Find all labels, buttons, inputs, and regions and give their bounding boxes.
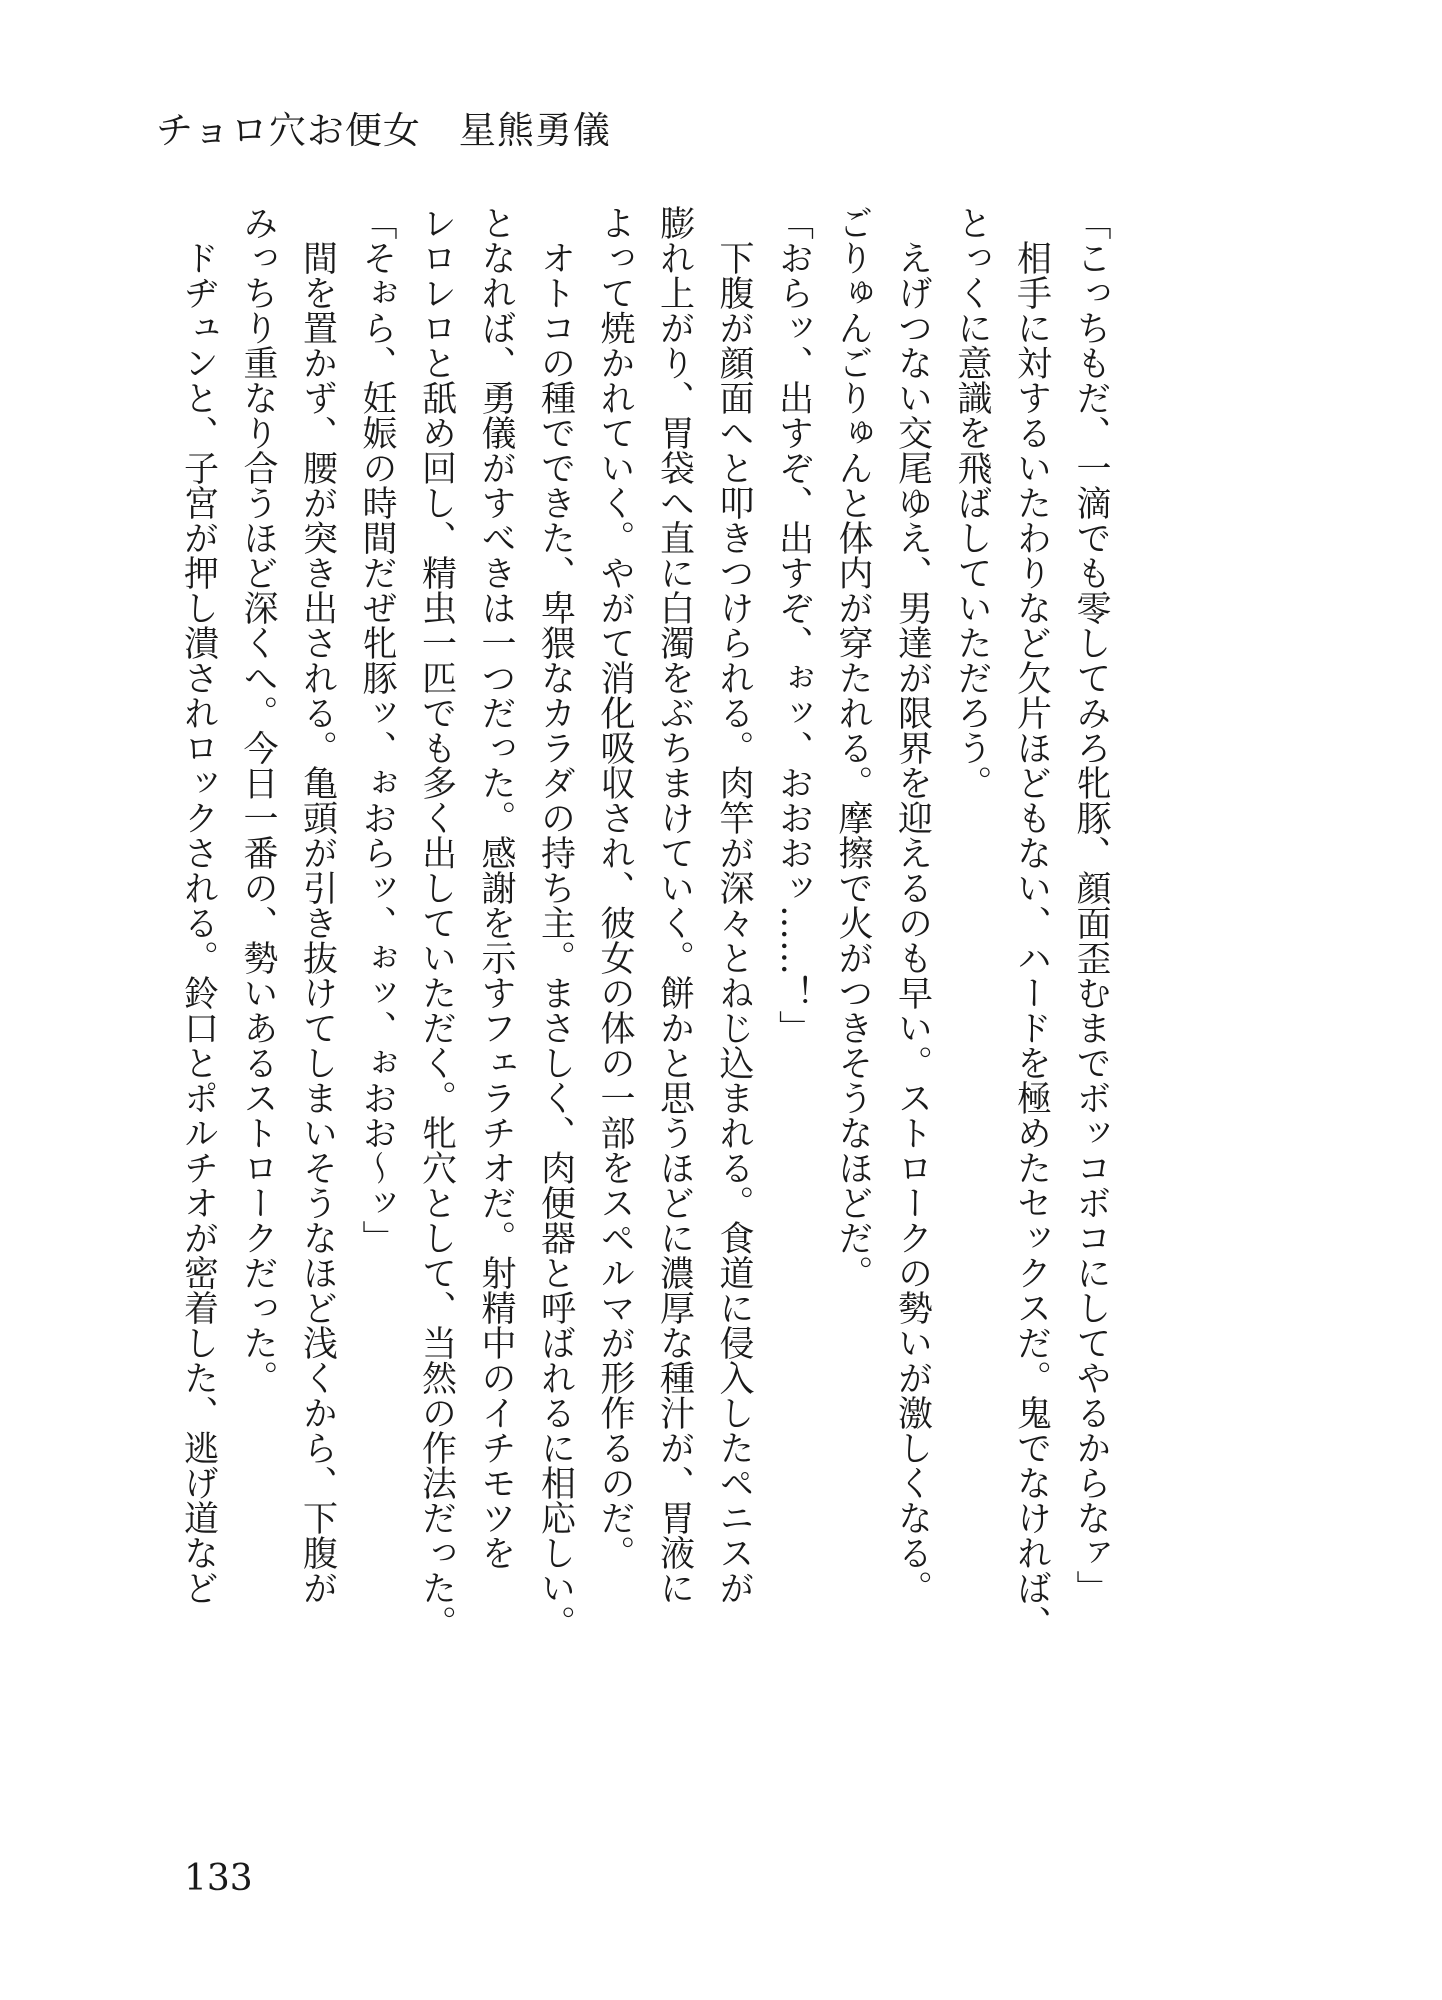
text-line: とっくに意識を飛ばしていただろう。	[952, 205, 992, 800]
text-line: 「こっちもだ、一滴でも零してみろ牝豚、顔面歪むまでボッコボコにしてやるからなァ」	[1071, 205, 1111, 1605]
text-line: 相手に対するいたわりなど欠片ほどもない、ハードを極めたセックスだ。鬼でなければ、	[1011, 240, 1052, 1640]
text-line: 下腹が顔面へと叩きつけられる。肉竿が深々とねじ込まれる。食道に侵入したペニスが	[714, 240, 754, 1605]
text-line: 膨れ上がり、胃袋へ直に白濁をぶちまけていく。餅かと思うほどに濃厚な種汁が、胃液に	[654, 205, 695, 1605]
text-line: レロレロと舐め回し、精虫一匹でも多く出していただく。牝穴として、当然の作法だった。	[416, 205, 457, 1640]
text-line: オトコの種でできた、卑猥なカラダの持ち主。まさしく、肉便器と呼ばれるに相応しい。	[535, 240, 576, 1640]
text-line: ごりゅんごりゅんと体内が穿たれる。摩擦で火がつきそうなほどだ。	[833, 205, 873, 1290]
text-line: みっちり重なり合うほど深くへ。今日一番の、勢いあるストロークだった。	[238, 205, 278, 1395]
text-line: 「そぉら、妊娠の時間だぜ牝豚ッ、ぉおらッ、ぉッ、ぉおお～ッ」	[357, 205, 397, 1255]
text-line: よって焼かれていく。やがて消化吸収され、彼女の体の一部をスペルマが形作るのだ。	[595, 205, 635, 1570]
text-line: えげつない交尾ゆえ、男達が限界を迎えるのも早い。ストロークの勢いが激しくなる。	[892, 240, 933, 1605]
text-line: となれば、勇儀がすべきは一つだった。感謝を示すフェラチオだ。射精中のイチモツを	[476, 205, 516, 1570]
page-number: 133	[184, 1858, 253, 1899]
text-line: 間を置かず、腰が突き出される。亀頭が引き抜けてしまいそうなほど浅くから、下腹が	[297, 240, 338, 1605]
text-line: ドヂュンと、子宮が押し潰されロックされる。鈴口とポルチオが密着した、逃げ道など	[178, 240, 219, 1605]
body-text	[168, 205, 1120, 1655]
text-line: 「おらッ、出すぞ、出すぞ、ぉッ、おおおッ……！」	[773, 205, 814, 1045]
running-header: チョロ穴お便女 星熊勇儀	[156, 109, 611, 152]
